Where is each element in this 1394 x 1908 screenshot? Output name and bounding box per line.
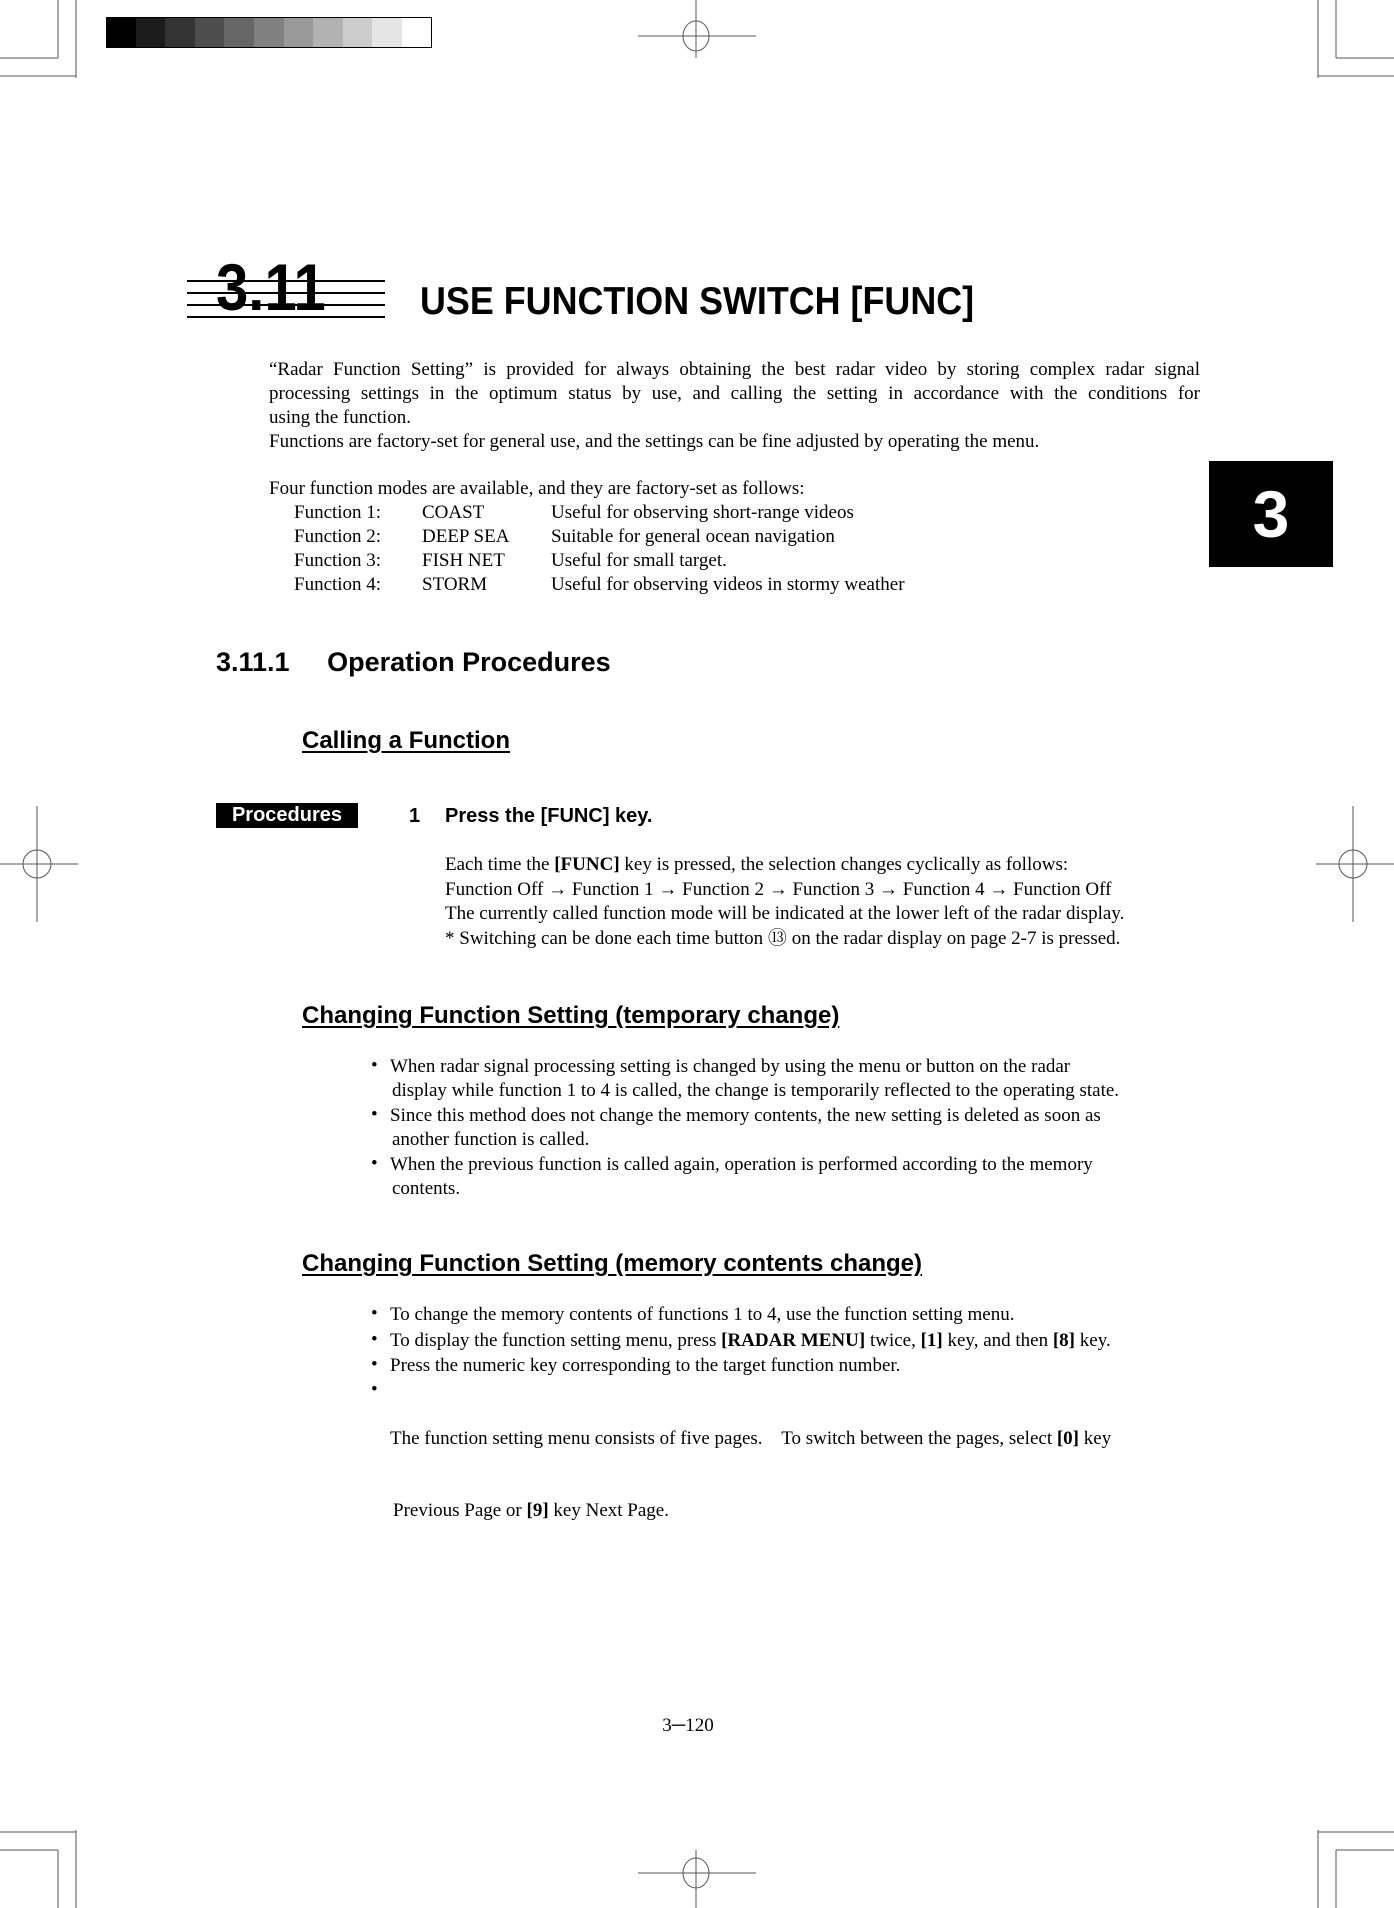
list-item: Press the numeric key corresponding to the target function number. — [390, 1355, 901, 1376]
step-number: 1 — [409, 805, 421, 827]
list-item: To display the function setting menu, press [RADAR MENU] twice, [1] key, and then [8] key. — [390, 1330, 1111, 1351]
list-item-line: display while function 1 to 4 is called, the change is temporarily reflected to the operating state. — [392, 1080, 1120, 1101]
calling-heading: Calling a Function — [302, 727, 510, 754]
intro-line: processing settings in the optimum status by use, and calling the setting in accordance with the conditions for — [269, 383, 1200, 404]
subsection-heading — [216, 646, 611, 678]
procedures-badge — [216, 803, 358, 828]
list-item-line: The function setting menu consists of five pages. To switch between the pages, select [0] key — [390, 1428, 1112, 1449]
list-item — [390, 1153, 1093, 1201]
step-line: Each time the [FUNC] key is pressed, the selection changes cyclically as follows: — [445, 854, 1069, 875]
procedures-label: Procedures — [231, 804, 343, 826]
intro-paragraph — [269, 358, 1200, 454]
modes-intro: Four function modes are available, and they are factory-set as follows: — [269, 478, 805, 499]
button-13-symbol: ⑬ — [767, 928, 787, 950]
bullet-icon: • — [371, 1303, 378, 1324]
mode-name: STORM — [422, 574, 488, 595]
list-item: To change the memory contents of functions 1 to 4, use the function setting menu. — [390, 1304, 1015, 1325]
key-0: [0] — [1056, 1428, 1080, 1449]
list-item-line: contents. — [392, 1178, 461, 1199]
section-title: USE FUNCTION SWITCH [FUNC] — [420, 280, 975, 323]
mode-label: Function 2: — [294, 526, 382, 547]
list-item — [390, 1104, 1101, 1152]
step-title: Press the [FUNC] key. — [445, 805, 653, 827]
function-cycle: Function Off → Function 1 → Function 2 → Function 3 → Function 4 → Function Off — [445, 878, 1112, 900]
key-1: [1] — [920, 1330, 943, 1351]
mode-desc: Suitable for general ocean navigation — [551, 526, 835, 547]
subsection-title: Operation Procedures — [327, 647, 611, 677]
bullet-icon: • — [371, 1055, 378, 1076]
mode-name: DEEP SEA — [422, 526, 510, 547]
mode-name: COAST — [422, 502, 485, 523]
bullet-icon: • — [371, 1354, 378, 1375]
mode-label: Function 3: — [294, 550, 382, 571]
mode-desc: Useful for small target. — [551, 550, 727, 571]
bullet-icon: • — [371, 1379, 378, 1400]
step-description — [445, 853, 1124, 952]
list-item-line: When the previous function is called again, operation is performed according to the memory — [390, 1154, 1093, 1175]
intro-line: using the function. — [269, 407, 411, 428]
mode-desc: Useful for observing short-range videos — [551, 502, 854, 523]
mode-label: Function 1: — [294, 502, 382, 523]
list-item-line: another function is called. — [392, 1129, 590, 1150]
radar-menu-key: [RADAR MENU] — [721, 1330, 866, 1351]
mode-desc: Useful for observing videos in stormy weather — [551, 574, 905, 595]
memory-change-heading: Changing Function Setting (memory contents change) — [302, 1250, 923, 1277]
bullet-icon: • — [371, 1329, 378, 1350]
key-9: [9] — [526, 1500, 549, 1521]
intro-line: “Radar Function Setting” is provided for always obtaining the best radar video by storing complex radar signal — [269, 359, 1200, 380]
step-line: The currently called function mode will be indicated at the lower left of the radar display. — [445, 903, 1125, 925]
bullet-icon: • — [371, 1104, 378, 1125]
chapter-tab — [1209, 461, 1333, 567]
mode-name: FISH NET — [422, 550, 505, 571]
list-item-line: Since this method does not change the memory contents, the new setting is deleted as soon as — [390, 1105, 1101, 1126]
chapter-number: 3 — [1252, 477, 1290, 551]
list-item-line: When radar signal processing setting is changed by using the menu or button on the radar — [390, 1056, 1071, 1077]
subsection-number: 3.11.1 — [216, 647, 290, 677]
section-number: 3.11 — [216, 250, 326, 324]
list-item — [390, 1379, 1111, 1571]
bullet-icon: • — [371, 1153, 378, 1174]
page-number: 3─120 — [662, 1715, 714, 1736]
key-8: [8] — [1052, 1330, 1076, 1351]
mode-label: Function 4: — [294, 574, 382, 595]
step-note: * Switching can be done each time button ⑬ on the radar display on page 2-7 is pressed. — [445, 928, 1121, 950]
intro-line: Functions are factory-set for general use, and the settings can be fine adjusted by operating the menu. — [269, 431, 1040, 452]
list-item-line: Previous Page or [9] key Next Page. — [393, 1500, 669, 1521]
temporary-change-heading: Changing Function Setting (temporary change) — [302, 1002, 840, 1029]
list-item — [390, 1055, 1119, 1103]
